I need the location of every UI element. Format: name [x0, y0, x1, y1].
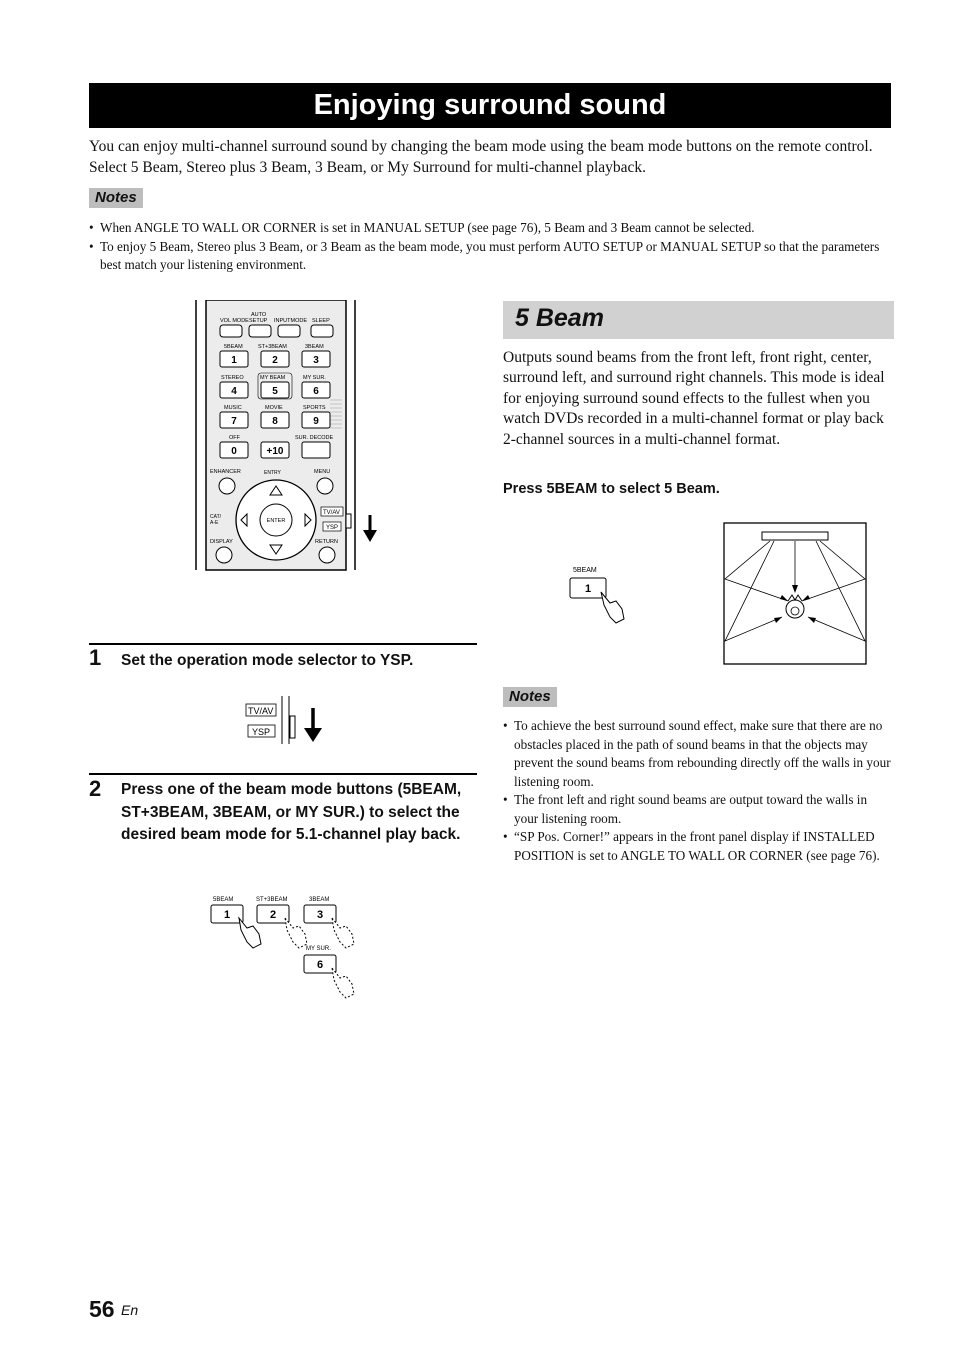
step-divider	[89, 643, 477, 645]
menu-button[interactable]	[317, 478, 333, 494]
pointing-hand-icon	[285, 918, 307, 948]
down-arrow-icon	[304, 708, 322, 742]
sur-decode-label: SUR. DECODE	[295, 435, 334, 441]
5beam-label: 5BEAM	[213, 897, 234, 903]
auto-setup-button[interactable]	[249, 325, 271, 337]
key-2-label: 2	[272, 355, 278, 366]
speaker-bar-icon	[762, 532, 828, 540]
selector-ysp-label: YSP	[326, 525, 339, 531]
auto-label: AUTO	[251, 312, 267, 318]
stereo-label: STEREO	[221, 375, 244, 381]
notes-label: Notes	[89, 188, 143, 208]
page-title: Enjoying surround sound	[89, 83, 891, 128]
key-0-label: 0	[231, 446, 237, 457]
movie-label: MOVIE	[265, 405, 283, 411]
inputmode-label: INPUTMODE	[274, 318, 307, 324]
step-number: 1	[89, 645, 102, 670]
sleep-button[interactable]	[311, 325, 333, 337]
setup-label: SETUP	[249, 318, 268, 324]
selector-ysp-label: YSP	[252, 727, 271, 737]
key-6-label: 6	[313, 386, 319, 397]
key-1-label: 1	[231, 355, 237, 366]
return-button[interactable]	[319, 547, 335, 563]
room-beam-diagram	[722, 521, 868, 672]
note-item: • To enjoy 5 Beam, Stereo plus 3 Beam, or 3 Beam as the beam mode, you must perform AUTO SETUP or MANUAL SETUP so that the parameters best match your listening environment.	[89, 238, 889, 275]
section-description: Outputs sound beams from the front left, front right, center, surround left, and surround right channels. This mode is ideal for enjoying surround sound effects to the fullest when you watch DVDs recorded in a multi-channel format or play back 2-channel sources in a multi-channel format.	[503, 349, 885, 448]
sleep-label: SLEEP	[312, 318, 330, 324]
notes-list	[503, 717, 891, 865]
entry-label: ENTRY	[264, 470, 281, 476]
pointing-hand-icon	[332, 918, 354, 948]
section-header	[503, 301, 894, 339]
display-button[interactable]	[216, 547, 232, 563]
display-label: DISPLAY	[210, 539, 233, 545]
mode-selector-switch[interactable]	[346, 514, 351, 528]
inputmode-button[interactable]	[278, 325, 300, 337]
section-title: 5 Beam	[515, 304, 604, 332]
5beam-button-illustration	[565, 562, 635, 629]
notes-list	[89, 219, 889, 275]
sports-label: SPORTS	[303, 405, 326, 411]
instruction-text: Press 5BEAM to select 5 Beam.	[503, 481, 720, 497]
3beam-label: 3BEAM	[305, 344, 324, 350]
pointing-hand-icon	[332, 968, 354, 998]
selector-tvav-label: TV/AV	[323, 510, 340, 516]
mode-selector-switch[interactable]	[290, 716, 295, 738]
down-arrow-icon	[363, 515, 377, 542]
key-3-label: 3	[313, 355, 319, 366]
selector-illustration	[240, 694, 330, 751]
note-item: • “SP Pos. Corner!” appears in the front panel display if INSTALLED POSITION is set to ANGLE TO WALL OR CORNER (see page 76).	[503, 828, 891, 865]
3beam-label: 3BEAM	[309, 897, 330, 903]
key-4-label: 4	[231, 386, 237, 397]
my-sur-label: MY SUR.	[306, 946, 331, 952]
menu-label: MENU	[314, 469, 331, 475]
key-3-label: 3	[316, 909, 324, 921]
key-plus10-label: +10	[266, 446, 284, 457]
sur-decode-button[interactable]	[302, 442, 330, 458]
note-item: • To achieve the best surround sound effect, make sure that there are no obstacles placed in the path of sound beams in that the objects may prevent the sound beams from rebounding directly off the walls in your listening room.	[503, 717, 891, 791]
step-text: Press one of the beam mode buttons (5BEAM, ST+3BEAM, 3BEAM, or MY SUR.) to select the desired beam mode for 5.1-channel play back.	[121, 781, 462, 843]
step-divider	[89, 773, 477, 775]
my-beam-label: MY BEAM	[260, 375, 286, 381]
step-text: Set the operation mode selector to YSP.	[121, 652, 414, 669]
return-label: RETURN	[315, 539, 338, 545]
note-item: • The front left and right sound beams are output toward the walls in your listening room.	[503, 791, 891, 828]
key-7-label: 7	[231, 416, 237, 427]
page-language: En	[121, 1302, 139, 1318]
pointing-hand-icon	[601, 592, 624, 623]
remote-illustration	[190, 300, 390, 585]
note-item: • When ANGLE TO WALL OR CORNER is set in MANUAL SETUP (see page 76), 5 Beam and 3 Beam cannot be selected.	[89, 219, 889, 238]
notes-label: Notes	[503, 687, 557, 707]
off-label: OFF	[229, 435, 240, 441]
key-1-label: 1	[584, 583, 592, 595]
key-1-label: 1	[223, 909, 231, 921]
5beam-label: 5BEAM	[224, 344, 243, 350]
enhancer-button[interactable]	[219, 478, 235, 494]
key-9-label: 9	[313, 416, 319, 427]
beam-buttons-illustration	[205, 892, 365, 1007]
enter-label: ENTER	[266, 518, 286, 524]
my-sur-label: MY SUR.	[303, 375, 326, 381]
key-2-label: 2	[269, 909, 277, 921]
key-5-label: 5	[272, 386, 278, 397]
page-number: 56	[89, 1296, 115, 1322]
st3beam-label: ST+3BEAM	[258, 344, 287, 350]
step-number: 2	[89, 776, 102, 801]
selector-tvav-label: TV/AV	[248, 706, 274, 716]
cat-label: CAT/	[210, 514, 222, 520]
st3beam-label: ST+3BEAM	[256, 897, 288, 903]
enhancer-label: ENHANCER	[210, 469, 241, 475]
5beam-label: 5BEAM	[573, 567, 597, 574]
vol-mode-label: VOL MODE	[220, 318, 249, 324]
vol-mode-button[interactable]	[220, 325, 242, 337]
key-8-label: 8	[272, 416, 278, 427]
intro-paragraph: You can enjoy multi-channel surround sound by changing the beam mode using the beam mode buttons on the remote control. Select 5 Beam, Stereo plus 3 Beam, 3 Beam, or My Surround for multi-channel playback.	[89, 138, 873, 176]
ae-label: A-E	[210, 520, 219, 526]
music-label: MUSIC	[224, 405, 242, 411]
key-6-label: 6	[316, 959, 324, 971]
